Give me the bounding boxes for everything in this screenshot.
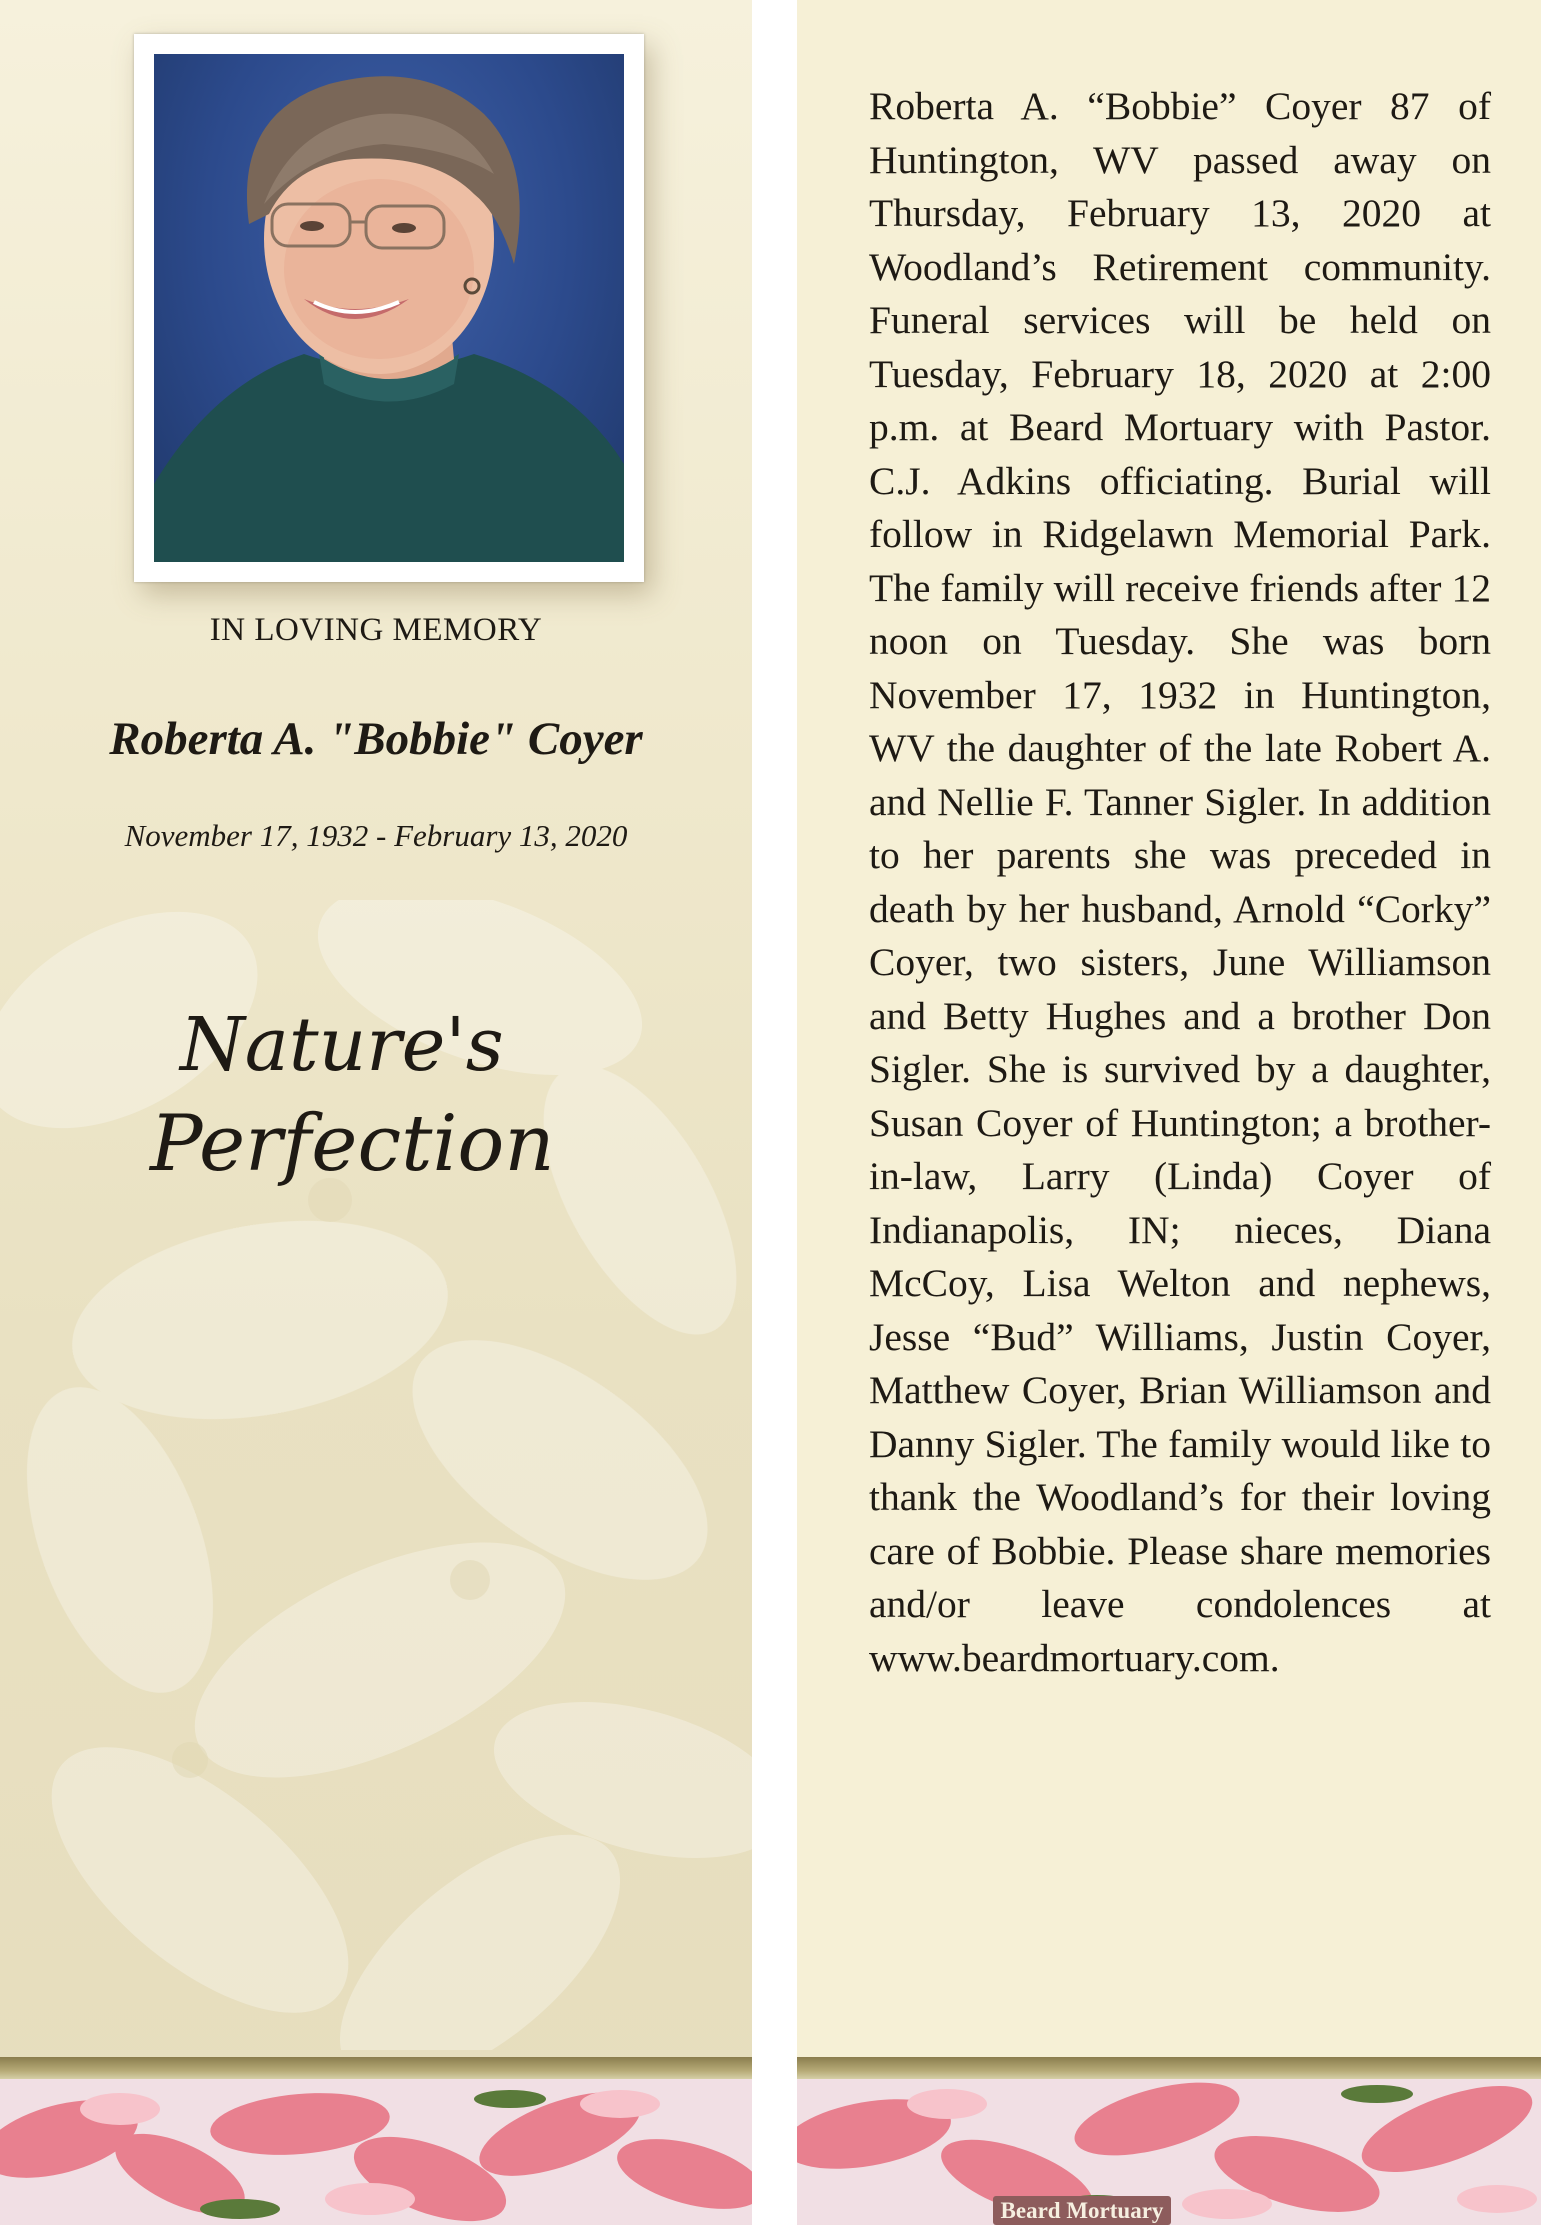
memory-heading: IN LOVING MEMORY (209, 612, 543, 648)
pink-flowers-icon (0, 2079, 752, 2225)
life-dates: November 17, 1932 - February 13, 2020 (124, 818, 628, 853)
bookmark-back (797, 0, 1541, 2225)
obituary-text: Roberta A. “Bobbie” Coyer 87 of Huntington, WV passed away on Thursday, February 13, 2020 at Woodland’s Retirement community. Funeral services will be held on Tuesday, February 18, 2020 at 2:00 p.m. at Beard Mortuary with Pastor. C.J. Adkins officiating. Burial will follow in Ridgelawn Memorial Park. The family will receive friends after 12 noon on Tuesday. She was born November 17, 1932 in Huntington, WV the daughter of the late Robert A. and Nellie F. Tanner Sigler. In addition to her parents she was preceded in death by her husband, Arnold “Corky” Coyer, two sisters, June Williamson and Betty Hughes and a brother Don Sigler. She is survived by a daughter, Susan Coyer of Huntington; a brother-in-law, Larry (Linda) Coyer of Indianapolis, IN; nieces, Diana McCoy, Lisa Welton and nephews, Jesse “Bud” Williams, Justin Coyer, Matthew Coyer, Brian Williamson and Danny Sigler. The family would like to thank the Woodland’s for their loving care of Bobbie. Please share memories and/or leave condolences at www.beardmortuary.com. (869, 84, 1491, 1680)
portrait-frame (134, 34, 644, 582)
bottom-flower-band (0, 2057, 752, 2225)
script-title-line1: Nature's (180, 1002, 504, 1088)
portrait-photo (154, 54, 624, 562)
mortuary-label: Beard Mortuary (993, 2196, 1171, 2225)
deceased-name: Roberta A. "Bobbie" Coyer (109, 713, 643, 765)
script-title-line2: Perfection (150, 1099, 555, 1189)
bookmark-front (0, 0, 752, 2225)
script-title (140, 990, 660, 1220)
